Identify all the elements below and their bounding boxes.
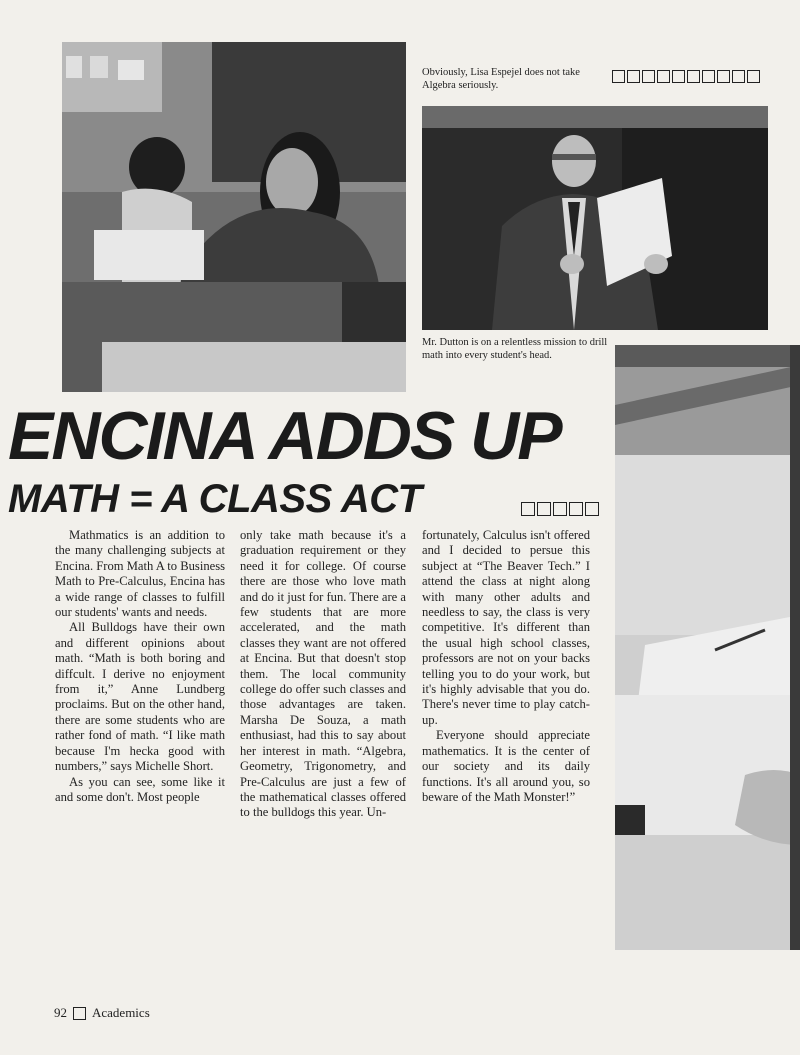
- article-column-3: [422, 528, 590, 805]
- box-icon: [73, 1007, 86, 1020]
- headline-sub-wrap: [8, 477, 422, 521]
- article-paragraph: fortunately, Calculus isn't offered and I decided to persue this subject at “The Beaver Tech.” I attend the class at night along with many other adults and needless to say, the class is very competitive. It's different than the usual high school classes, professors are not on your backs telling you to do your work, but it's highly advisable that you do. There's never time to play catch-up.: [422, 528, 590, 727]
- caption-teacher: [422, 336, 608, 362]
- section-name: Academics: [92, 1005, 150, 1020]
- page-footer: [54, 1005, 150, 1021]
- caption-teacher-text: Mr. Dutton is on a relentless mission to drill math into every student's head.: [422, 337, 608, 361]
- decorative-box-row-top: [612, 70, 760, 83]
- teacher-photo: [422, 106, 768, 330]
- article-paragraph: only take math because it's a graduation requirement or they need it for college. Of course there are those who love math and do it just for fun. There are a few students that are more accelerated, and the math classes they want are not offered at Encina. But that doesn't stop them. The local community college do offer such classes and those advantages are taken. Marsha De Souza, a math enthusiast, had this to say about her interest in math. “Algebra, Geometry, Trigonometry, and Pre-Calculus are just a few of the mathematical classes offered to the bulldogs this year. Un-: [240, 528, 406, 820]
- side-photo: [615, 345, 800, 950]
- student-photo: [62, 42, 406, 392]
- article-paragraph: As you can see, some like it and some don't. Most people: [55, 774, 225, 804]
- article-paragraph: Everyone should appreciate mathematics. It is the center of our society and its daily functions. It's all around you, so beware of the Math Monster!”: [422, 728, 590, 804]
- headline-sub: MATH = A CLASS ACT: [8, 477, 422, 521]
- caption-top-right-text: Obviously, Lisa Espejel does not take Algebra seriously.: [422, 67, 580, 91]
- article-paragraph: Mathmatics is an addition to the many challenging subjects at Encina. From Math A to Business Math to Pre-Calculus, Encina has a wide range of classes to fulfill our students' wants and needs.: [55, 528, 226, 620]
- decorative-box-row-headline: [521, 502, 599, 516]
- article-column-2: [240, 528, 406, 821]
- headline-main: ENCINA ADDS UP: [8, 398, 561, 474]
- article-column-1: [55, 528, 225, 805]
- article-paragraph: All Bulldogs have their own and different opinions about math. “Math is both boring and diffcult. I derive no enjoyment from it,” Anne Lundberg proclaims. But on the other hand, there are some students who are rather fond of math. “I like math because I'm hecka good with numbers,” says Michelle Short.: [55, 620, 225, 774]
- caption-top-right: [422, 66, 602, 92]
- page-number: 92: [54, 1005, 67, 1020]
